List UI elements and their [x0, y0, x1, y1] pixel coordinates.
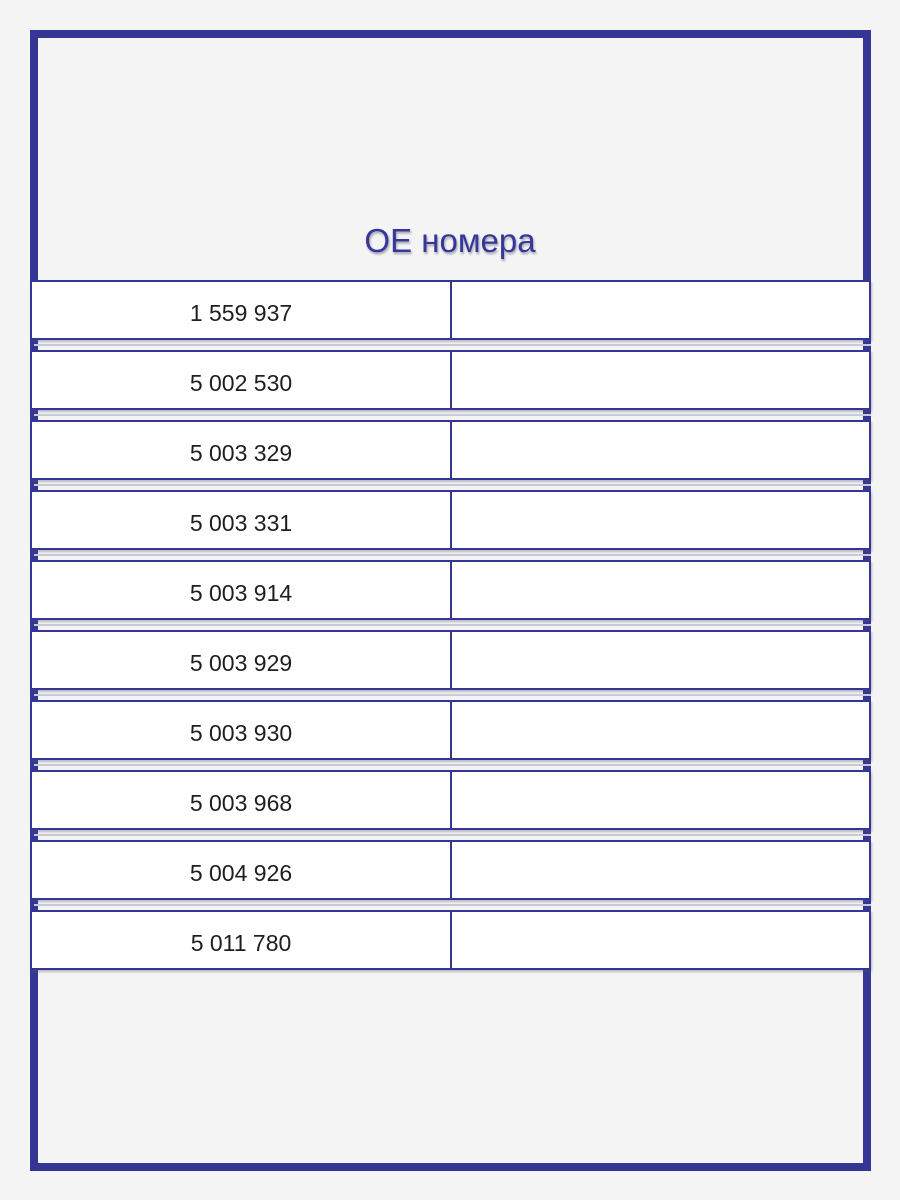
- empty-cell: [451, 560, 871, 620]
- table-row: [30, 420, 871, 480]
- oe-number-cell: 5 003 329: [30, 420, 451, 480]
- table-row: [30, 770, 871, 830]
- empty-cell: [451, 910, 871, 970]
- oe-number-cell: 5 003 331: [30, 490, 451, 550]
- table-row: [30, 910, 871, 970]
- empty-cell: [451, 420, 871, 480]
- table-row: [30, 630, 871, 690]
- oe-number-cell: 5 004 926: [30, 840, 451, 900]
- table-row: [30, 280, 871, 340]
- empty-cell: [451, 280, 871, 340]
- oe-number-cell: 5 003 930: [30, 700, 451, 760]
- table-row: [30, 840, 871, 900]
- empty-cell: [451, 630, 871, 690]
- table-row: [30, 490, 871, 550]
- oe-numbers-table: [30, 280, 871, 970]
- empty-cell: [451, 840, 871, 900]
- oe-number-cell: 5 003 914: [30, 560, 451, 620]
- oe-number-cell: 1 559 937: [30, 280, 451, 340]
- table-row: [30, 560, 871, 620]
- table-row: [30, 700, 871, 760]
- page-title: OE номера: [364, 222, 536, 259]
- oe-number-cell: 5 003 968: [30, 770, 451, 830]
- oe-number-cell: 5 011 780: [30, 910, 451, 970]
- table-row: [30, 350, 871, 410]
- oe-number-cell: 5 002 530: [30, 350, 451, 410]
- empty-cell: [451, 700, 871, 760]
- empty-cell: [451, 770, 871, 830]
- empty-cell: [451, 350, 871, 410]
- oe-number-cell: 5 003 929: [30, 630, 451, 690]
- empty-cell: [451, 490, 871, 550]
